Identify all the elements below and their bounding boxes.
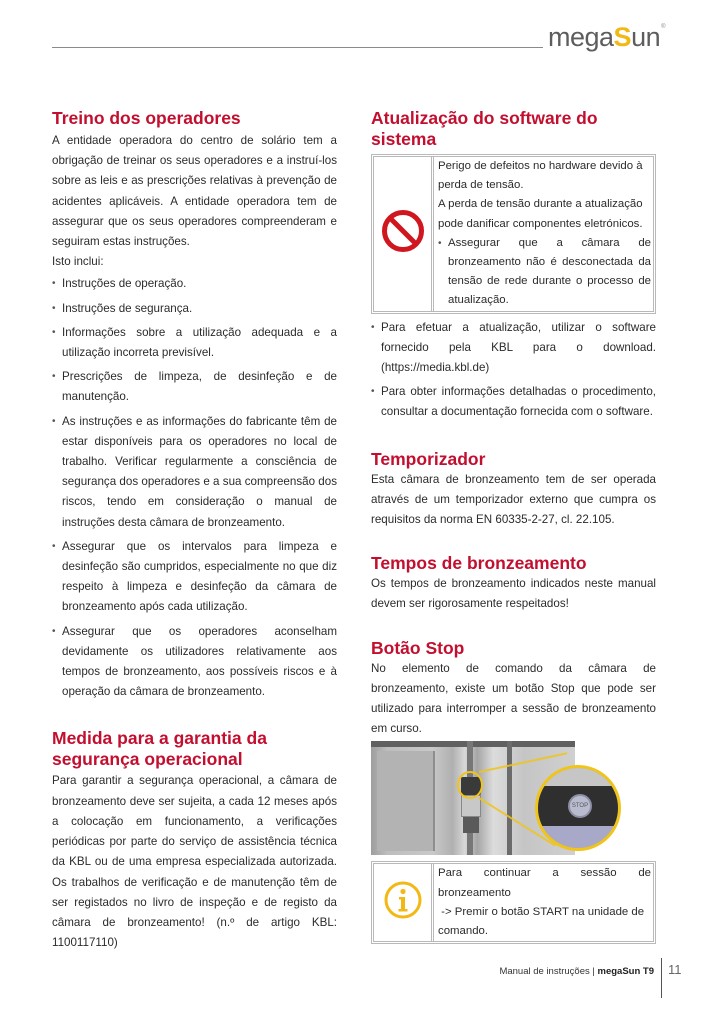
spacer bbox=[371, 615, 656, 638]
footer-manual-label bbox=[499, 966, 654, 977]
notice-line: -> Premir o botão START na unidade de comando. bbox=[438, 905, 648, 938]
timer-text: Esta câmara de bronzeamento tem de ser operada através de um temporizador externo que cumpra os requisitos da norma EN 60335-2-27, cl. 22.105. bbox=[371, 472, 656, 527]
notice-line: Perigo de defeitos no hardware devido à perda de tensão. bbox=[438, 160, 643, 192]
section-timer bbox=[371, 449, 656, 531]
section-title: Botão Stop bbox=[371, 637, 465, 658]
list-item: • Informações sobre a utilização adequada e a utilização incorreta previsível. bbox=[52, 323, 337, 363]
section-software-update bbox=[371, 108, 656, 423]
stop-button-text: No elemento de comando da câmara de bronzeamento, existe um botão Stop que pode ser utilizado para interromper a sessão de bronzeamento em curso. bbox=[371, 661, 656, 736]
list-item: • Assegurar que a câmara de bronzeamento não é desconectada da tensão de rede durante o processo de atualização. bbox=[438, 234, 651, 311]
spacer bbox=[52, 702, 337, 728]
notice-list bbox=[438, 234, 651, 311]
photo-rail bbox=[507, 741, 512, 855]
header-rule bbox=[52, 47, 543, 48]
control-unit-foot bbox=[463, 817, 479, 833]
list-item: • Instruções de segurança. bbox=[52, 299, 337, 319]
info-icon bbox=[383, 880, 423, 925]
logo-highlight: S bbox=[613, 22, 632, 52]
megasun-logo bbox=[548, 22, 665, 53]
notice-line: A perda de tensão durante a atualização pode danificar componentes eletrónicos. bbox=[438, 198, 643, 230]
section-tanning-times bbox=[371, 553, 656, 614]
section-stop-button bbox=[371, 638, 656, 945]
magnified-top bbox=[538, 768, 618, 786]
page-number: 11 bbox=[668, 962, 682, 977]
spacer bbox=[371, 530, 656, 553]
product-name: megaSun T9 bbox=[597, 966, 654, 977]
registered-mark: ® bbox=[661, 24, 666, 30]
stop-button-graphic: STOP bbox=[568, 794, 592, 818]
notice-icon-cell bbox=[374, 157, 434, 311]
prohibition-icon bbox=[381, 209, 425, 258]
section-operational-safety bbox=[52, 728, 337, 953]
section-training bbox=[52, 108, 337, 702]
logo-prefix: mega bbox=[548, 22, 614, 52]
spacer bbox=[371, 423, 656, 449]
logo-suffix: un bbox=[631, 22, 661, 52]
notice-icon-cell bbox=[374, 864, 434, 941]
list-item: • Para obter informações detalhadas o procedimento, consultar a documentação fornecida com o software. bbox=[371, 382, 656, 422]
safety-text: Para garantir a segurança operacional, a câmara de bronzeamento deve ser sujeita, a cada 12 meses após a colocação em funcionamento, a verificações periódicas por parte do serviço de assistência técnica da KBL ou de uma empresa especializada autorizada. Os trabalhos de verificação e de manutenção têm de ser registados no livro de inspeção e de registo da câmara de bronzeamento! (n.º de artigo KBL: 1100117110) bbox=[52, 774, 337, 950]
magnified-detail bbox=[535, 765, 621, 851]
training-list bbox=[52, 274, 337, 702]
stop-button-photo bbox=[371, 741, 621, 855]
section-title: Temporizador bbox=[371, 448, 486, 469]
right-column bbox=[371, 108, 656, 944]
footer-divider bbox=[661, 958, 662, 998]
notice-text bbox=[434, 157, 653, 311]
includes-label: Isto inclui: bbox=[52, 255, 104, 269]
section-title: Tempos de bronzeamento bbox=[371, 553, 587, 574]
photo-frame-top bbox=[371, 741, 575, 747]
photo-side-panel bbox=[377, 751, 435, 851]
section-title: Atualização do software do sistema bbox=[371, 108, 598, 149]
section-title: Treino dos operadores bbox=[52, 108, 241, 128]
section-title: Medida para a garantia da segurança operacional bbox=[52, 728, 267, 770]
software-list bbox=[371, 318, 656, 423]
list-item: • Assegurar que os operadores aconselham devidamente os utilizadores relativamente aos tempos de bronzeamento, aos possíveis riscos e à operação da câmara de bronzeamento. bbox=[52, 622, 337, 703]
list-item: • Assegurar que os intervalos para limpeza e desinfeção são cumpridos, especialmente no que diz respeito à limpeza e desinfeção da câmara de bronzeamento após cada utilização. bbox=[52, 537, 337, 618]
list-item: • As instruções e as informações do fabricante têm de estar disponíveis para os operadores no local de trabalho. Verificar regularmente a consciência de segurança dos operadores e a sua compreensão dos riscos, tendo em consideração o manual de instruções desta câmara de bronzeamento. bbox=[52, 412, 337, 533]
warning-notice bbox=[371, 154, 656, 314]
manual-label: Manual de instruções | bbox=[499, 966, 598, 977]
list-item: • Instruções de operação. bbox=[52, 274, 337, 294]
list-item: • Para efetuar a atualização, utilizar o software fornecido pela KBL para o download. (https://media.kbl.de) bbox=[371, 318, 656, 379]
tanning-times-text: Os tempos de bronzeamento indicados neste manual devem ser rigorosamente respeitados! bbox=[371, 577, 656, 611]
training-intro: A entidade operadora do centro de solário tem a obrigação de treinar os seus operadores e a instruí-los sobre as leis e as prescrições relativas à prevenção de acidentes aplicáveis. A entidade operadora tem de assegurar que os seus operadores compreenderam e seguiram estas instruções. bbox=[52, 134, 337, 249]
notice-text bbox=[434, 864, 653, 941]
notice-line: Para continuar a sessão de bronzeamento bbox=[438, 867, 651, 899]
list-item: • Prescrições de limpeza, de desinfeção e de manutenção. bbox=[52, 367, 337, 407]
info-notice bbox=[371, 861, 656, 944]
left-column bbox=[52, 108, 337, 953]
